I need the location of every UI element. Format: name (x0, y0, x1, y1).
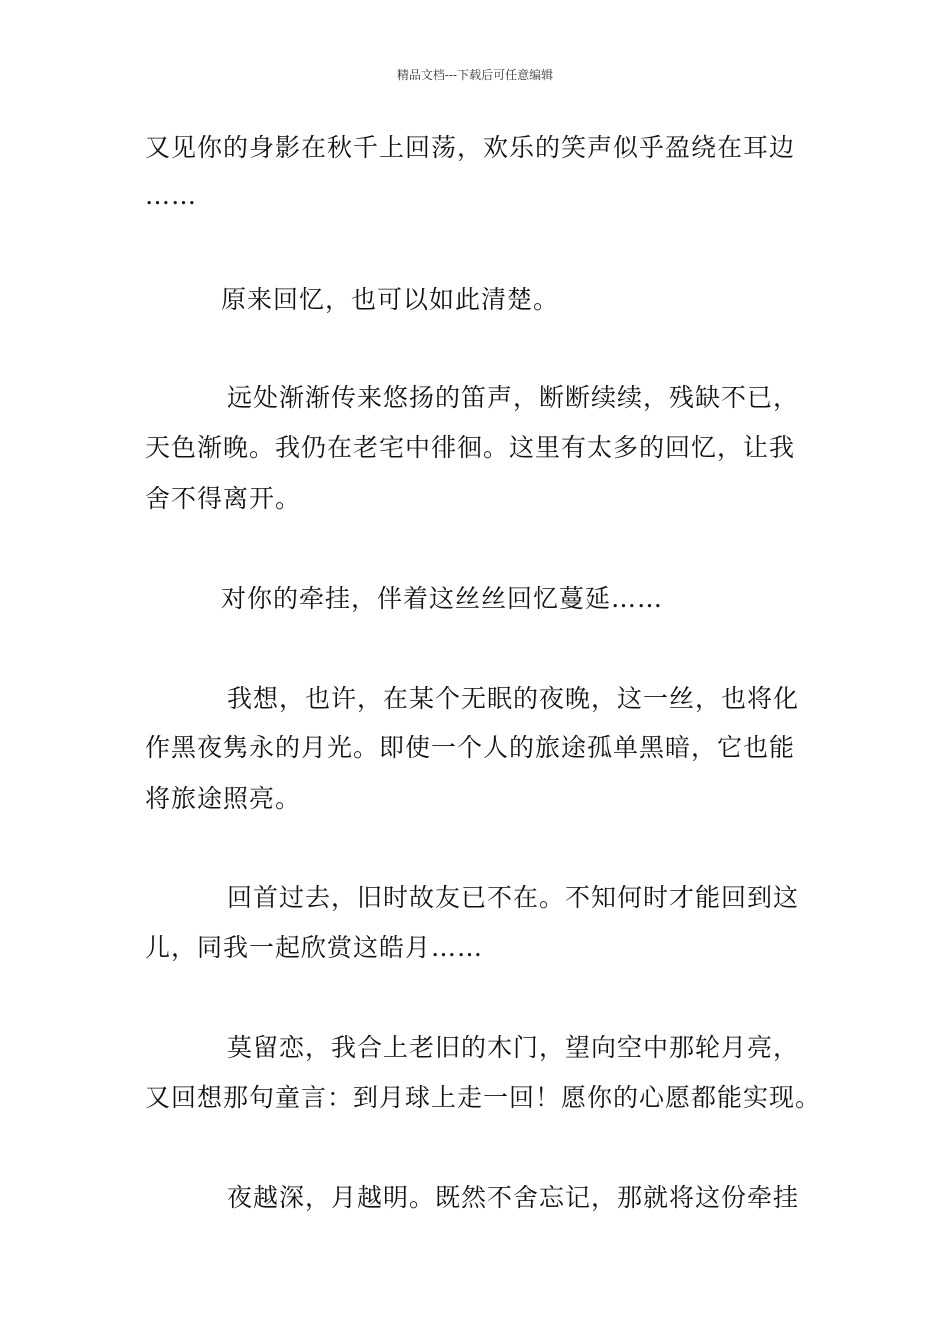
paragraph-line: 夜越深，月越明。既然不舍忘记，那就将这份牵挂 (227, 1183, 800, 1212)
text-line: 将旅途照亮。 (145, 784, 302, 813)
page-header: 精品文档---下载后可任意编辑 (396, 68, 554, 82)
text-line: 又回想那句童言：到月球上走一回！愿你的心愿都能实现。 (145, 1083, 822, 1112)
paragraph-line: 原来回忆，也可以如此清楚。 (221, 285, 560, 314)
text-line: 儿，同我一起欣赏这皓月…… (145, 933, 484, 962)
text-line: 舍不得离开。 (145, 484, 302, 513)
paragraph-line: 我想，也许，在某个无眠的夜晚，这一丝，也将化 (227, 684, 800, 713)
text-line: 又见你的身影在秋千上回荡，欢乐的笑声似乎盈绕在耳边 (145, 133, 796, 162)
paragraph-line: 莫留恋，我合上老旧的木门，望向空中那轮月亮， (227, 1033, 800, 1062)
paragraph-line: 对你的牵挂，伴着这丝丝回忆蔓延…… (221, 584, 664, 613)
text-line: 作黑夜隽永的月光。即使一个人的旅途孤单黑暗，它也能 (145, 733, 796, 762)
paragraph-line: 远处渐渐传来悠扬的笛声，断断续续，残缺不已， (227, 383, 800, 412)
paragraph-line: 回首过去，旧时故友已不在。不知何时才能回到这 (227, 883, 800, 912)
text-line: 天色渐晚。我仍在老宅中徘徊。这里有太多的回忆，让我 (145, 433, 796, 462)
text-line: …… (145, 181, 197, 210)
